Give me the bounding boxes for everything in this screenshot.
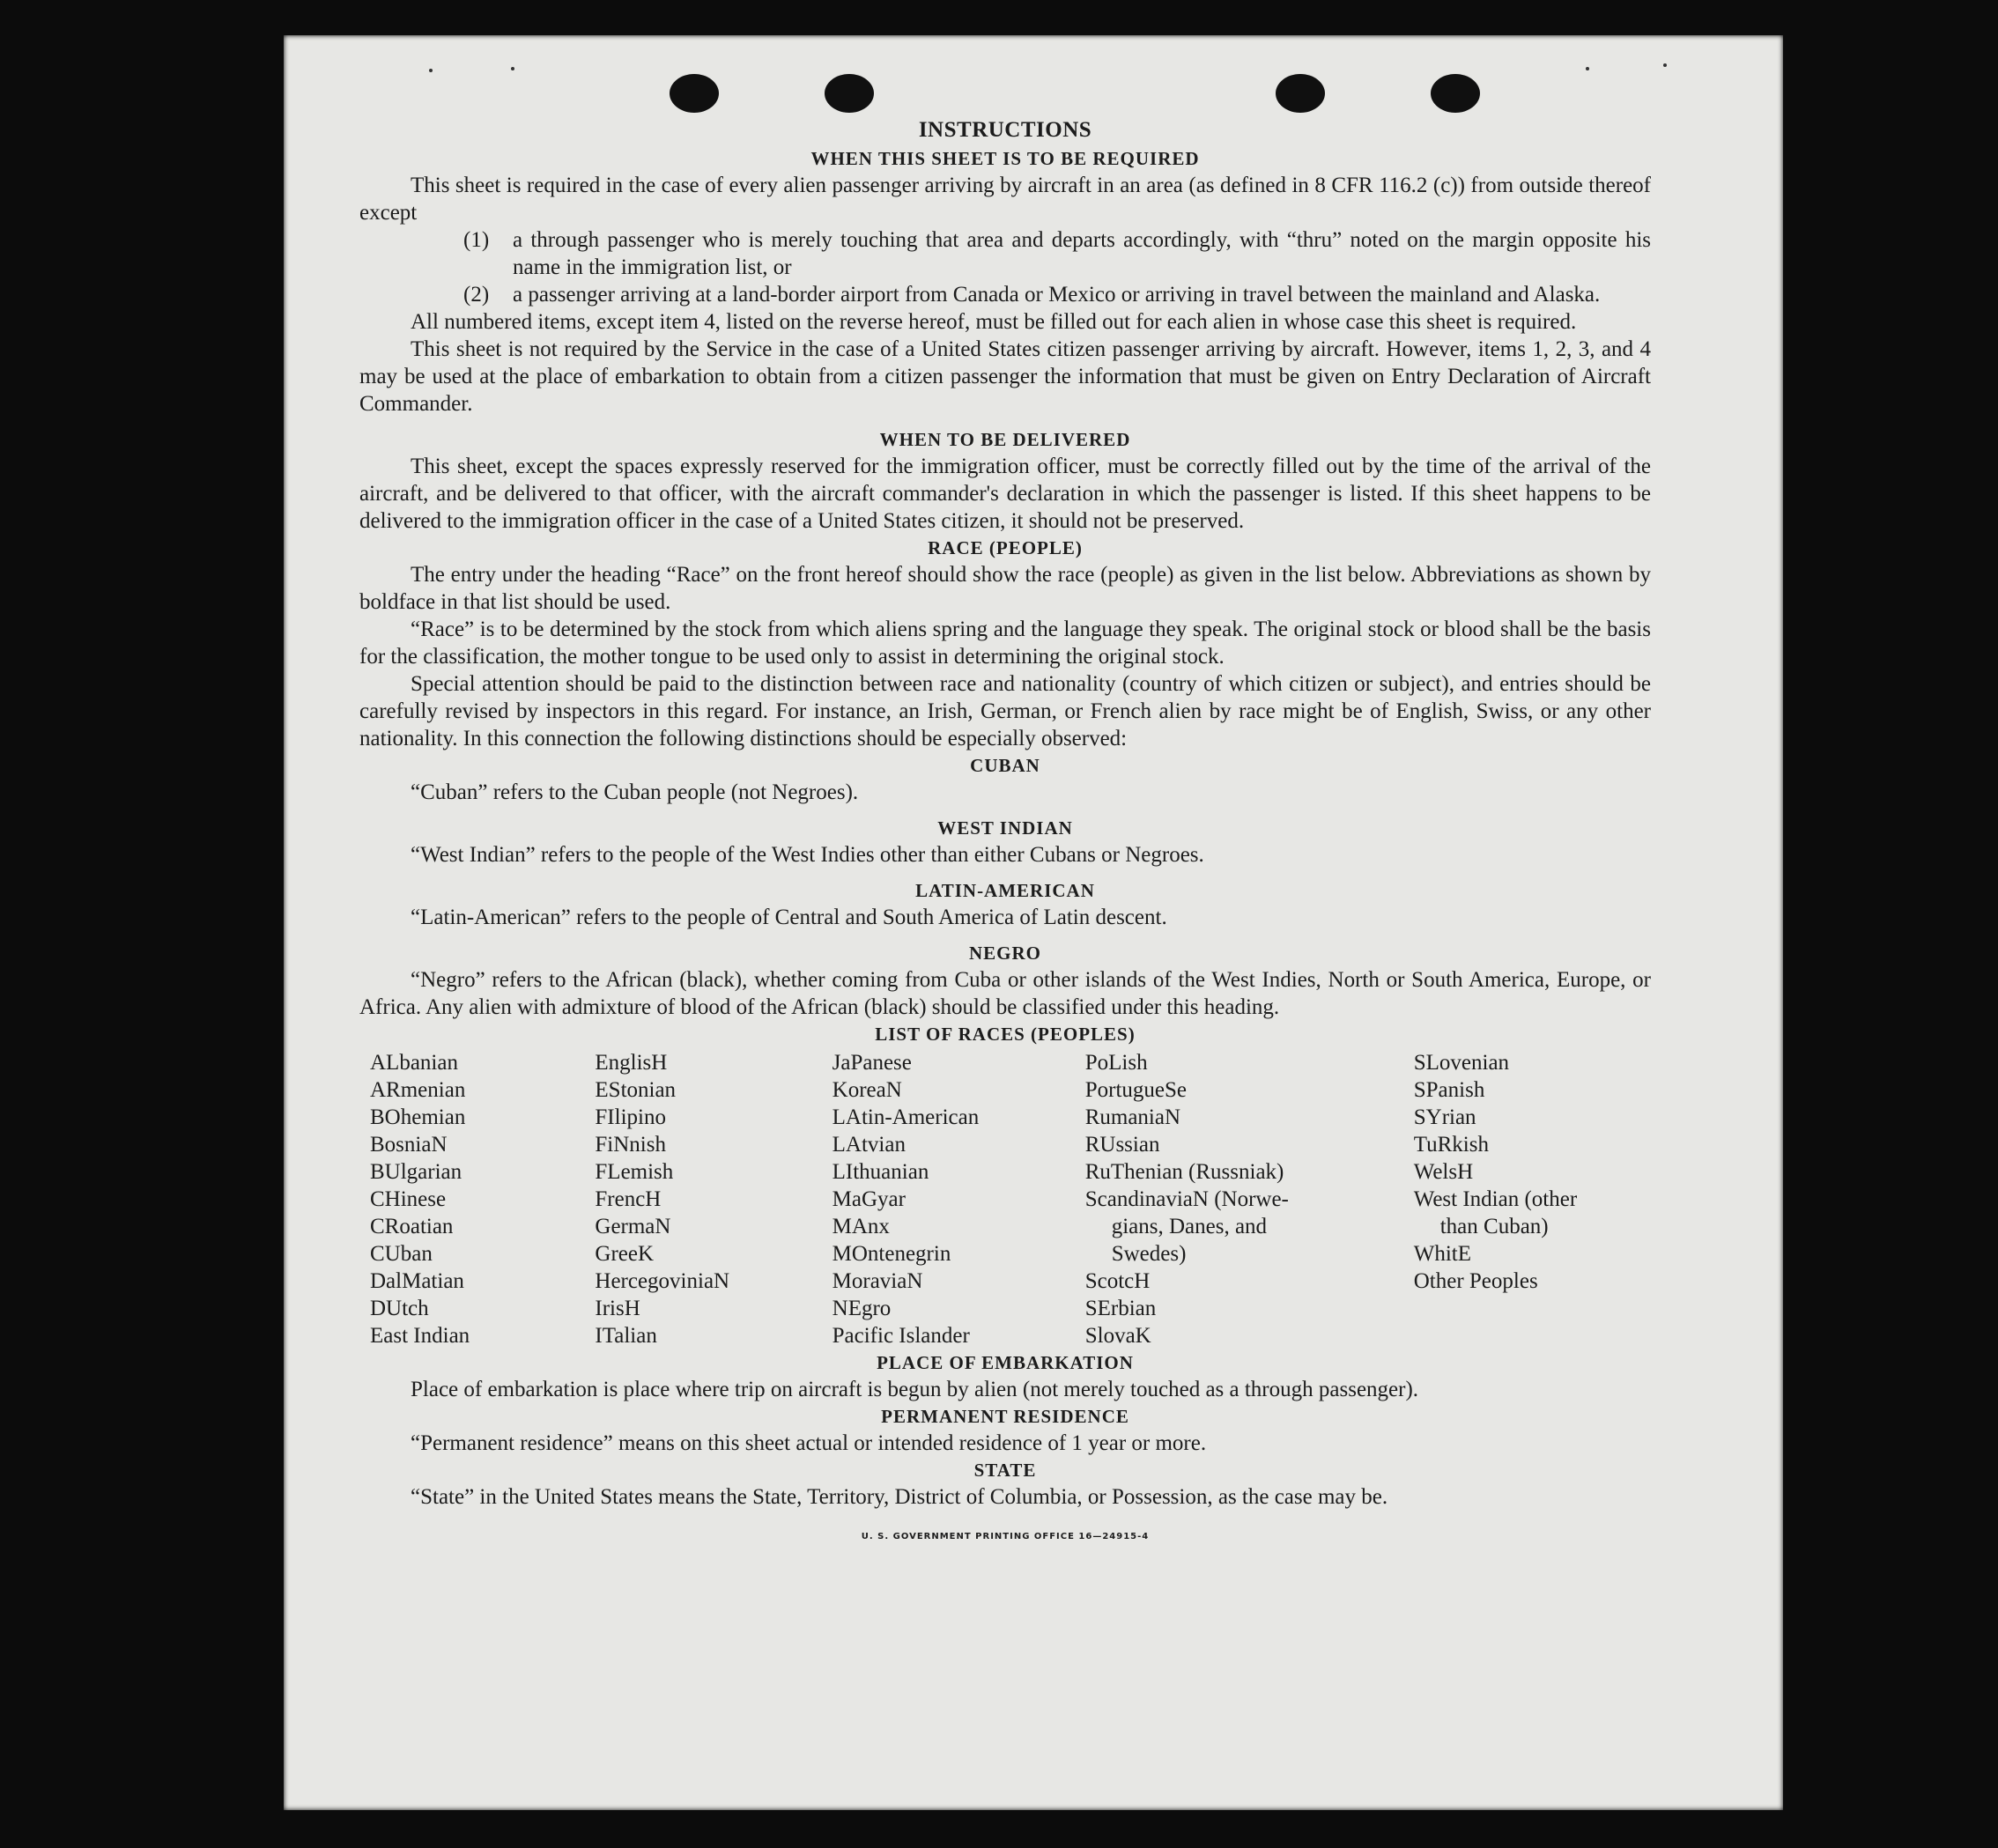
race-entry: ITalian	[595, 1324, 657, 1348]
section-heading: RACE (PEOPLE)	[928, 537, 1083, 558]
paragraph: Special attention should be paid to the distinction between race and nationality (country of which citizen or subject), and entries should be carefully revised by inspectors in this regard. For instance, an Irish, German, or French alien by race might be of English, Swiss, or any other nationality. In this connection the following distinctions should be especially observed:	[359, 672, 1651, 750]
race-entry: MOntenegrin	[832, 1242, 951, 1266]
race-entry: BUlgarian	[370, 1160, 462, 1184]
section-heading: WEST INDIAN	[937, 817, 1073, 839]
race-entry: MaGyar	[832, 1187, 906, 1211]
race-entry: SlovaK	[1084, 1324, 1151, 1348]
paragraph: The entry under the heading “Race” on the front hereof should show the race (people) as given in the list below. Abbreviations as shown by boldface in that list should be used.	[359, 563, 1651, 614]
section-heading: LIST OF RACES (PEOPLES)	[875, 1024, 1136, 1045]
race-entry: ARmenian	[370, 1078, 466, 1102]
speck	[1586, 67, 1589, 70]
race-entry: WelsH	[1413, 1160, 1474, 1184]
race-entry: BOhemian	[370, 1105, 466, 1129]
race-column	[595, 1049, 832, 1349]
item-text: a passenger arriving at a land-border airport from Canada or Mexico or arriving in travel between the mainland and Alaska.	[513, 283, 1601, 307]
list-item	[463, 281, 1651, 308]
race-entry: than Cuban)	[1439, 1215, 1549, 1238]
race-entry: IrisH	[595, 1297, 640, 1320]
race-entry: West Indian (other	[1413, 1187, 1578, 1211]
race-column	[832, 1049, 1085, 1349]
section-heading: CUBAN	[970, 755, 1040, 776]
race-entry: GermaN	[595, 1215, 671, 1238]
race-entry: PoLish	[1084, 1051, 1148, 1075]
race-entry: WhitE	[1413, 1242, 1471, 1266]
race-entry: KoreaN	[832, 1078, 902, 1102]
section-heading: WHEN THIS SHEET IS TO BE REQUIRED	[810, 148, 1200, 169]
race-entry: East Indian	[370, 1324, 470, 1348]
race-entry: MoraviaN	[832, 1269, 923, 1293]
section-heading: STATE	[973, 1460, 1037, 1481]
race-entry: SLovenian	[1413, 1051, 1510, 1075]
race-entry: gians, Danes, and	[1111, 1215, 1268, 1238]
race-entry: DUtch	[370, 1297, 429, 1320]
speck	[1663, 63, 1667, 67]
race-entry: Other Peoples	[1413, 1269, 1538, 1293]
race-entry: CHinese	[370, 1187, 447, 1211]
section-heading: NEGRO	[968, 942, 1041, 964]
document-page	[284, 35, 1783, 1810]
race-entry: RuThenian (Russniak)	[1084, 1160, 1284, 1184]
printer-imprint: U. S. GOVERNMENT PRINTING OFFICE 16—24915-4	[861, 1532, 1150, 1541]
paragraph: This sheet is not required by the Service in the case of a United States citizen passenger arriving by aircraft. However, items 1, 2, 3, and 4 may be used at the place of embarkation to obtain from a citizen passenger the information that must be given on Entry Declaration of Aircraft Commander.	[359, 337, 1651, 416]
race-entry: FLemish	[595, 1160, 674, 1184]
race-entry: CRoatian	[370, 1215, 454, 1238]
paragraph: Place of embarkation is place where trip on aircraft is begun by alien (not merely touched as a through passenger).	[411, 1378, 1419, 1401]
race-entry: LIthuanian	[832, 1160, 929, 1184]
paragraph: “Negro” refers to the African (black), whether coming from Cuba or other islands of the West Indies, North or South America, Europe, or Africa. Any alien with admixture of blood of the African (black) should be classified under this heading.	[359, 968, 1651, 1019]
item-text: a through passenger who is merely touching that area and departs accordingly, with “thru” noted on the margin opposite his name in the immigration list, or	[513, 228, 1651, 279]
race-entry: Swedes)	[1111, 1242, 1187, 1266]
race-entry: GreeK	[595, 1242, 655, 1266]
race-entry: JaPanese	[832, 1051, 912, 1075]
race-entry: CUban	[370, 1242, 433, 1266]
section-heading: PERMANENT RESIDENCE	[881, 1406, 1129, 1427]
paragraph: “Cuban” refers to the Cuban people (not Negroes).	[411, 780, 859, 804]
item-number: (2)	[463, 283, 490, 307]
punch-hole	[825, 74, 874, 113]
paragraph: “State” in the United States means the State, Territory, District of Columbia, or Possession, as the case may be.	[411, 1485, 1388, 1509]
page-title: INSTRUCTIONS	[918, 118, 1092, 142]
race-entry: SErbian	[1084, 1297, 1157, 1320]
speck	[429, 69, 433, 72]
race-entry: FIlipino	[595, 1105, 666, 1129]
race-entry: EnglisH	[595, 1051, 668, 1075]
race-entry: NEgro	[832, 1297, 892, 1320]
section-heading: LATIN-AMERICAN	[915, 880, 1095, 901]
race-entry: DalMatian	[370, 1269, 464, 1293]
item-number: (1)	[463, 228, 490, 252]
race-entry: FrencH	[595, 1187, 662, 1211]
paragraph: All numbered items, except item 4, listed on the reverse hereof, must be filled out for each alien in whose case this sheet is required.	[411, 310, 1577, 334]
instructions-body	[359, 116, 1651, 1550]
race-column	[1085, 1049, 1343, 1349]
race-entry: EStonian	[595, 1078, 677, 1102]
section-heading: WHEN TO BE DELIVERED	[879, 429, 1131, 450]
section-heading: PLACE OF EMBARKATION	[877, 1352, 1134, 1373]
race-entry: TuRkish	[1413, 1133, 1489, 1157]
race-entry: ScandinaviaN (Norwe-	[1084, 1187, 1289, 1211]
race-column	[1414, 1049, 1651, 1349]
punch-hole	[1431, 74, 1480, 113]
paragraph: “Latin-American” refers to the people of Central and South America of Latin descent.	[411, 906, 1167, 929]
race-entry: ALbanian	[370, 1051, 458, 1075]
paragraph: “Race” is to be determined by the stock from which aliens spring and the language they speak. The original stock or blood shall be the basis for the classification, the mother tongue to be used only to assist in determining the original stock.	[359, 617, 1651, 669]
race-entry: ScotcH	[1084, 1269, 1151, 1293]
race-entry: BosniaN	[370, 1133, 448, 1157]
race-entry: FiNnish	[595, 1133, 666, 1157]
race-entry: RumaniaN	[1084, 1105, 1181, 1129]
race-entry: SYrian	[1413, 1105, 1476, 1129]
race-entry: MAnx	[832, 1215, 890, 1238]
race-column	[370, 1049, 595, 1349]
race-entry: LAtvian	[832, 1133, 906, 1157]
race-entry: Pacific Islander	[832, 1324, 970, 1348]
race-list	[359, 1049, 1651, 1349]
paragraph: This sheet, except the spaces expressly reserved for the immigration officer, must be correctly filled out by the time of the arrival of the aircraft, and be delivered to that officer, with the aircraft commander's declaration in which the passenger is listed. If this sheet happens to be delivered to the immigration officer in the case of a United States citizen, it should not be preserved.	[359, 455, 1651, 533]
race-entry: LAtin-American	[832, 1105, 980, 1129]
race-entry: SPanish	[1413, 1078, 1485, 1102]
punch-hole	[670, 74, 719, 113]
paragraph: This sheet is required in the case of every alien passenger arriving by aircraft in an area (as defined in 8 CFR 116.2 (c)) from outside thereof except	[359, 174, 1651, 225]
paragraph: “Permanent residence” means on this sheet actual or intended residence of 1 year or more.	[411, 1431, 1207, 1455]
race-entry: RUssian	[1084, 1133, 1160, 1157]
speck	[511, 67, 514, 70]
punch-hole	[1276, 74, 1325, 113]
race-entry: PortugueSe	[1084, 1078, 1187, 1102]
race-entry: HercegoviniaN	[595, 1269, 730, 1293]
list-item	[463, 226, 1651, 281]
paragraph: “West Indian” refers to the people of the West Indies other than either Cubans or Negroes.	[411, 843, 1204, 867]
